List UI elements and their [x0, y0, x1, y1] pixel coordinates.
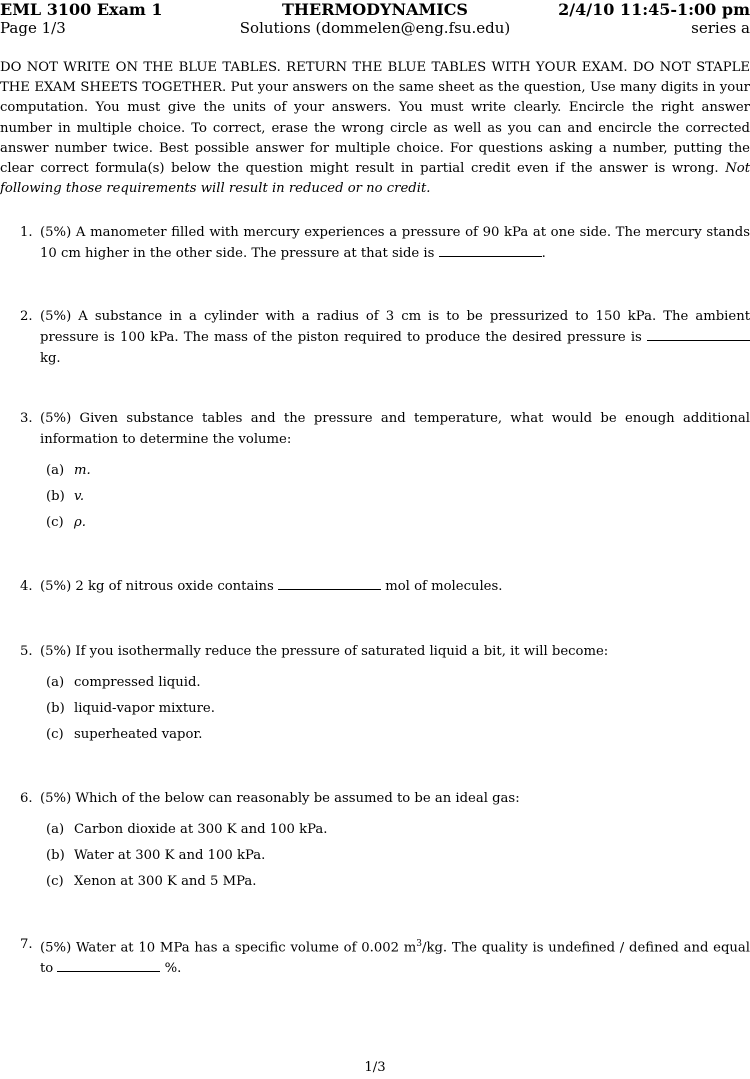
- instructions-text: DO NOT WRITE ON THE BLUE TABLES. RETURN THE BLUE TABLES WITH YOUR EXAM. DO NOT STAPLE THE EXAM SHEETS TOGETHER. Put your answers on the same sheet as the question, Use many digits in your computation. You must give the units of your answers. You must write clearly. Encircle the right answer number in multiple choice. To correct, erase the wrong circle as well as you can and encircle the corrected answer number twice. Best possible answer for multiple choice. For questions asking a number, putting the clear correct formula(s) below the question might result in partial credit even if the answer is wrong.: [0, 60, 750, 177]
- solutions-contact: Solutions (dommelen@eng.fsu.edu): [239, 19, 511, 37]
- question-suffix: .: [541, 246, 546, 261]
- option-label: (c): [46, 874, 64, 889]
- question-number: 1.: [20, 225, 33, 240]
- page-indicator: Page 1/3: [0, 19, 66, 37]
- question-number: 4.: [20, 579, 33, 594]
- option-label: (c): [46, 515, 64, 530]
- question-suffix: kg.: [40, 351, 61, 366]
- exam-series: series a: [691, 19, 750, 37]
- option-a[interactable]: [46, 670, 750, 696]
- subject-title: THERMODYNAMICS: [282, 0, 468, 19]
- question-2: [0, 306, 750, 369]
- option-b[interactable]: [46, 484, 750, 510]
- option-text: liquid-vapor mixture.: [74, 701, 215, 716]
- question-number: 7.: [20, 937, 33, 952]
- superscript: 3: [416, 939, 423, 949]
- question-text: (5%) Given substance tables and the pressure and temperature, what would be enough additional information to determine the volume:: [40, 411, 750, 447]
- option-text: compressed liquid.: [74, 675, 201, 690]
- answer-blank[interactable]: [278, 576, 381, 590]
- option-a[interactable]: [46, 817, 750, 843]
- option-b[interactable]: [46, 843, 750, 869]
- option-text: ρ.: [74, 515, 86, 530]
- question-3: [0, 408, 750, 536]
- option-label: (a): [46, 675, 65, 690]
- question-7: [0, 934, 750, 979]
- option-b[interactable]: [46, 696, 750, 722]
- option-text: m.: [74, 463, 91, 478]
- option-text: superheated vapor.: [74, 727, 203, 742]
- instructions: [0, 58, 750, 199]
- question-suffix: %.: [164, 961, 182, 977]
- option-c[interactable]: [46, 510, 750, 536]
- instructions-warning: Not following those requirements will result in reduced or no credit.: [0, 161, 750, 197]
- question-text: (5%) Which of the below can reasonably be assumed to be an ideal gas:: [40, 791, 520, 806]
- question-text: (5%) A substance in a cylinder with a radius of 3 cm is to be pressurized to 150 kPa. The ambient pressure is 100 kPa. The mass of the piston required to produce the desired pressure is: [40, 309, 750, 345]
- question-6: [0, 788, 750, 895]
- question-text: (5%) If you isothermally reduce the pressure of saturated liquid a bit, it will become:: [40, 644, 609, 659]
- option-a[interactable]: [46, 458, 750, 484]
- answer-blank[interactable]: [57, 958, 160, 972]
- answer-blank[interactable]: [647, 327, 750, 341]
- page-number: 1/3: [364, 1060, 386, 1075]
- question-1: [0, 222, 750, 264]
- option-text: Xenon at 300 K and 5 MPa.: [74, 874, 257, 889]
- option-label: (b): [46, 848, 65, 863]
- question-number: 5.: [20, 644, 33, 659]
- course-title: EML 3100 Exam 1: [0, 0, 163, 19]
- exam-datetime: 2/4/10 11:45-1:00 pm: [558, 0, 750, 19]
- answer-blank[interactable]: [439, 243, 542, 257]
- option-label: (b): [46, 489, 65, 504]
- question-number: 6.: [20, 791, 33, 806]
- option-label: (c): [46, 727, 64, 742]
- option-label: (a): [46, 463, 65, 478]
- question-number: 3.: [20, 411, 33, 426]
- question-4: [0, 576, 750, 597]
- option-c[interactable]: [46, 722, 750, 748]
- question-text: (5%) Water at 10 MPa has a specific volume of 0.002 m: [40, 940, 417, 956]
- option-label: (b): [46, 701, 65, 716]
- question-suffix: mol of molecules.: [385, 579, 503, 594]
- question-5: [0, 641, 750, 748]
- option-label: (a): [46, 822, 65, 837]
- question-text-cont: /kg. The quality is undefined / defined and equal to: [40, 940, 750, 977]
- option-text: Water at 300 K and 100 kPa.: [74, 848, 266, 863]
- question-text: (5%) A manometer filled with mercury experiences a pressure of 90 kPa at one side. The mercury stands 10 cm higher in the other side. The pressure at that side is: [40, 225, 750, 261]
- question-number: 2.: [20, 309, 33, 324]
- option-text: Carbon dioxide at 300 K and 100 kPa.: [74, 822, 328, 837]
- option-text: v.: [74, 489, 85, 504]
- question-text: (5%) 2 kg of nitrous oxide contains: [40, 579, 274, 594]
- option-c[interactable]: [46, 869, 750, 895]
